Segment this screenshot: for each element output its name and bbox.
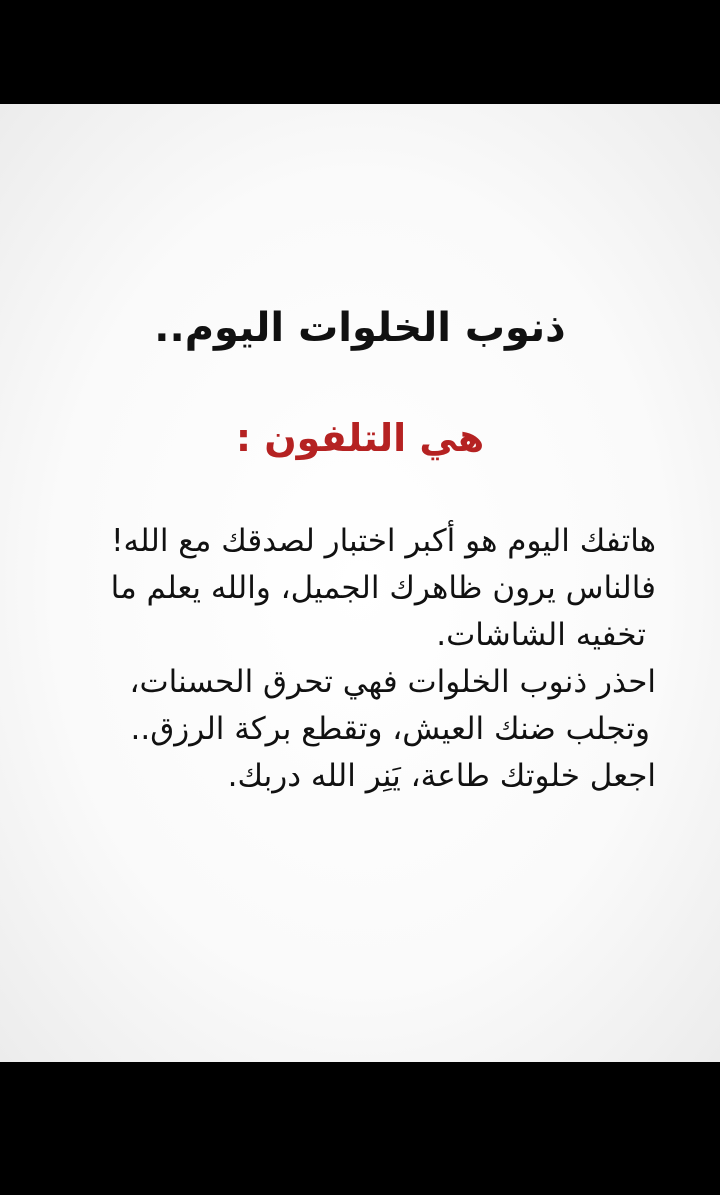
bottom-black-bar — [0, 1062, 720, 1195]
body-line: اجعل خلوتك طاعة، يَنِر الله دربك. — [227, 758, 656, 794]
post-subtitle: هي التلفون : — [235, 416, 485, 460]
post-body — [56, 518, 656, 800]
body-line: وتجلب ضنك العيش، وتقطع بركة الرزق.. — [130, 711, 650, 747]
body-line: هاتفك اليوم هو أكبر اختبار لصدقك مع الله! — [111, 523, 656, 559]
body-line: فالناس يرون ظاهرك الجميل، والله يعلم ما — [110, 570, 656, 606]
post-card — [0, 104, 720, 1062]
top-black-bar — [0, 0, 720, 104]
body-line: احذر ذنوب الخلوات فهي تحرق الحسنات، — [129, 664, 656, 700]
body-line: تخفيه الشاشات. — [436, 617, 646, 653]
post-title: ذنوب الخلوات اليوم.. — [154, 305, 566, 351]
